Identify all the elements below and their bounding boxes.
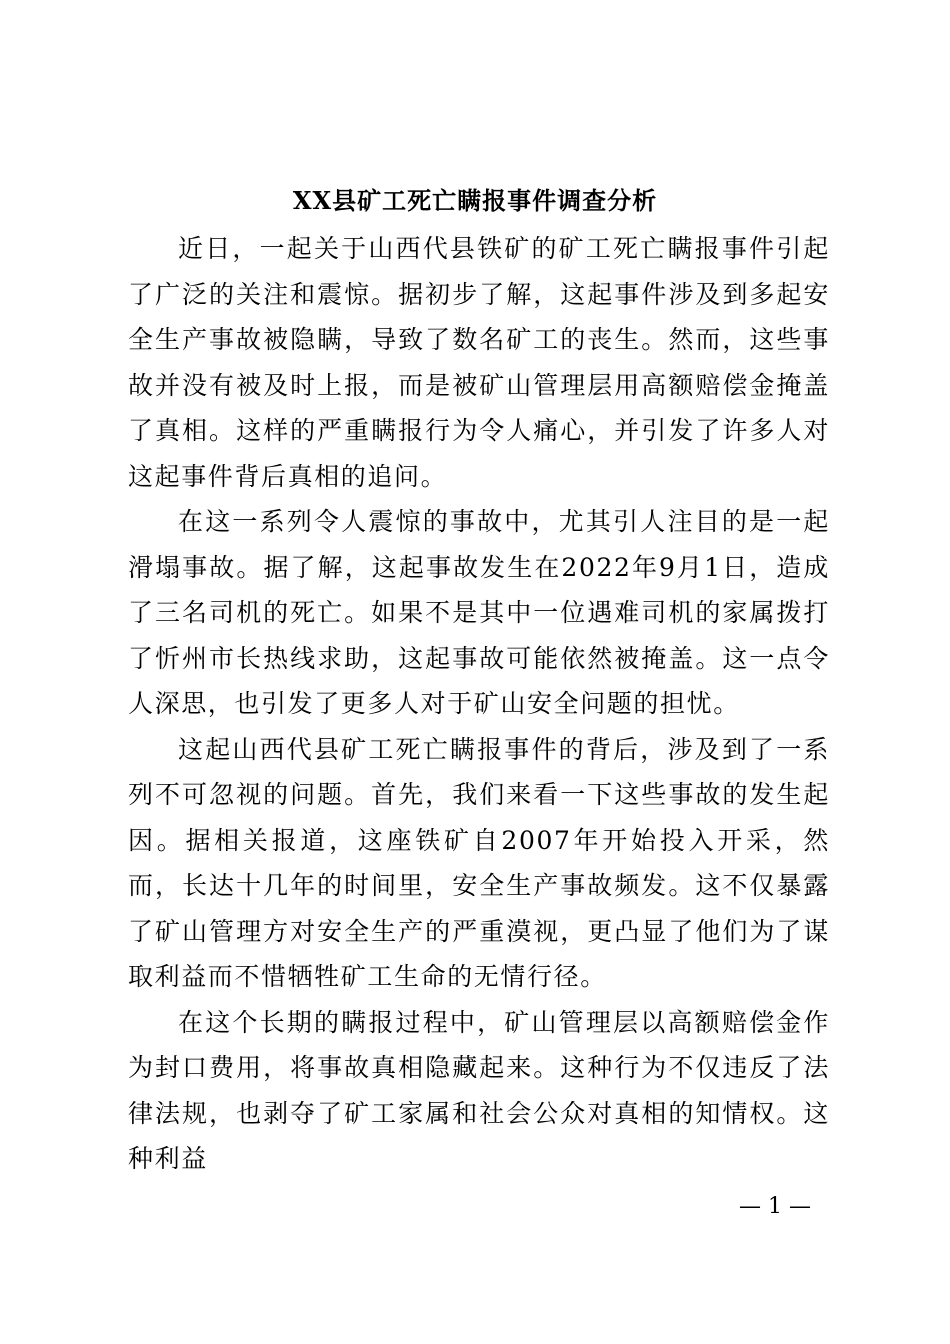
document-body — [128, 226, 830, 1182]
document-title: XX县矿工死亡瞒报事件调查分析 — [292, 186, 658, 215]
paragraph: 近日，一起关于山西代县铁矿的矿工死亡瞒报事件引起了广泛的关注和震惊。据初步了解，这起事件涉及到多起安全生产事故被隐瞒，导致了数名矿工的丧生。然而，这些事故并没有被及时上报，而是被矿山管理层用高额赔偿金掩盖了真相。这样的严重瞒报行为令人痛心，并引发了许多人对这起事件背后真相的追问。 — [128, 234, 830, 491]
paragraph: 这起山西代县矿工死亡瞒报事件的背后，涉及到了一系列不可忽视的问题。首先，我们来看一下这些事故的发生起因。据相关报道，这座铁矿自2007年开始投入开采，然而，长达十几年的时间里，安全生产事故频发。这不仅暴露了矿山管理方对安全生产的严重漠视，更凸显了他们为了谋取利益而不惜牺牲矿工生命的无情行径。 — [128, 734, 830, 991]
paragraph: 在这个长期的瞒报过程中，矿山管理层以高额赔偿金作为封口费用，将事故真相隐藏起来。这种行为不仅违反了法律法规，也剥夺了矿工家属和社会公众对真相的知情权。这种利益 — [128, 1007, 830, 1173]
page-number: — 1 — — [739, 1194, 811, 1219]
paragraph: 在这一系列令人震惊的事故中，尤其引人注目的是一起滑塌事故。据了解，这起事故发生在2022年9月1日，造成了三名司机的死亡。如果不是其中一位遇难司机的家属拨打了忻州市长热线求助，这起事故可能依然被掩盖。这一点令人深思，也引发了更多人对于矿山安全问题的担忧。 — [128, 507, 830, 718]
